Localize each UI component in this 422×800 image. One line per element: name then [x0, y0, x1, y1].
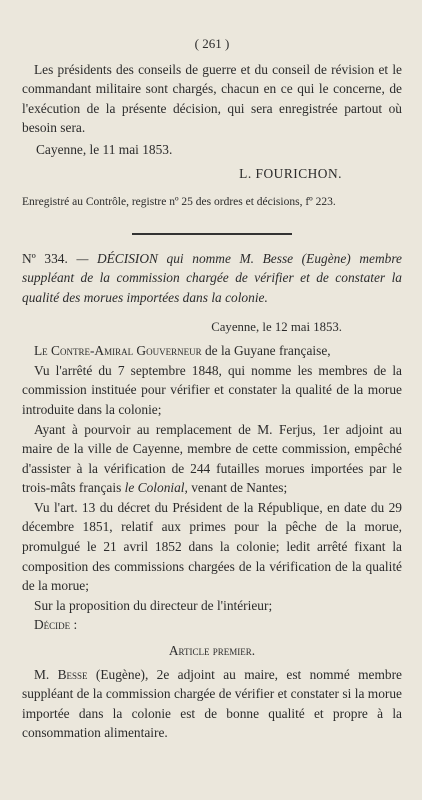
closing-paragraph: Les présidents des conseils de guerre et du conseil de révision et le commandant militaire sont chargés, chacun en ce qui le concerne, de l'exécution de la présente décision, qui sera enregistrée partout où besoin sera.: [22, 61, 402, 136]
registration-note: Enregistré au Contrôle, registre nº 25 des ordres et décisions, fº 223.: [22, 196, 336, 209]
decision-title: — DÉCISION qui nomme M. Besse (Eugène) membre suppléant de la commission chargée de vérifier et de constater la qualité des morues importées dans la colonie.: [22, 250, 402, 305]
signature: L. FOURICHON.: [239, 165, 342, 181]
article-heading: Article premier.: [168, 643, 256, 659]
intro-rest: de la Guyane française,: [204, 343, 331, 359]
article-name: M. Besse: [34, 666, 88, 682]
decision-heading: [22, 249, 402, 308]
considerant-1: Vu l'arrêté du 7 septembre 1848, qui nomme les membres de la commission instituée pour vérifier et constater la qualité de la morue introduite dans la colonie;: [22, 362, 402, 417]
considerant-4: Sur la proposition du directeur de l'intérieur;: [34, 597, 273, 613]
considerant-2-text: Ayant à pourvoir au remplacement de M. Ferjus, 1er adjoint au maire de la ville de Cayenne, membre de cette commission, empêché d'assister à la vérification de 244 futailles morues importées par le trois-mâts français: [22, 421, 402, 496]
governor-title: Le Contre-Amiral Gouverneur: [34, 343, 202, 359]
section-divider: [132, 233, 292, 235]
considerant-3: Vu l'art. 13 du décret du Président de la République, en date du 29 décembre 1851, relatif aux primes pour la pêche de la morue, promulgué le 21 avril 1852 dans la colonie; ledit arrêté fixant la composition des commissions chargées de la vérification de la qualité de la morue;: [22, 499, 402, 594]
ship-name: le Colonial,: [124, 480, 188, 496]
considerant-2-end: venant de Nantes;: [191, 480, 288, 496]
page-number: ( 261 ): [194, 36, 230, 51]
article-body: (Eugène), 2e adjoint au maire, est nommé membre suppléant de la commission chargée de vérifier et constater si la morue importée dans la colonie est de bonne qualité et propre à la consommation alimentaire.: [22, 666, 402, 741]
intro-line: [22, 341, 402, 361]
decide-label: Décide :: [34, 617, 78, 633]
decision-number: Nº 334.: [22, 250, 68, 266]
considerant-2: [22, 420, 402, 498]
decision-date-2: Cayenne, le 12 mai 1853.: [211, 319, 342, 334]
decision-date-1: Cayenne, le 11 mai 1853.: [36, 141, 173, 157]
article-text: [22, 665, 402, 743]
